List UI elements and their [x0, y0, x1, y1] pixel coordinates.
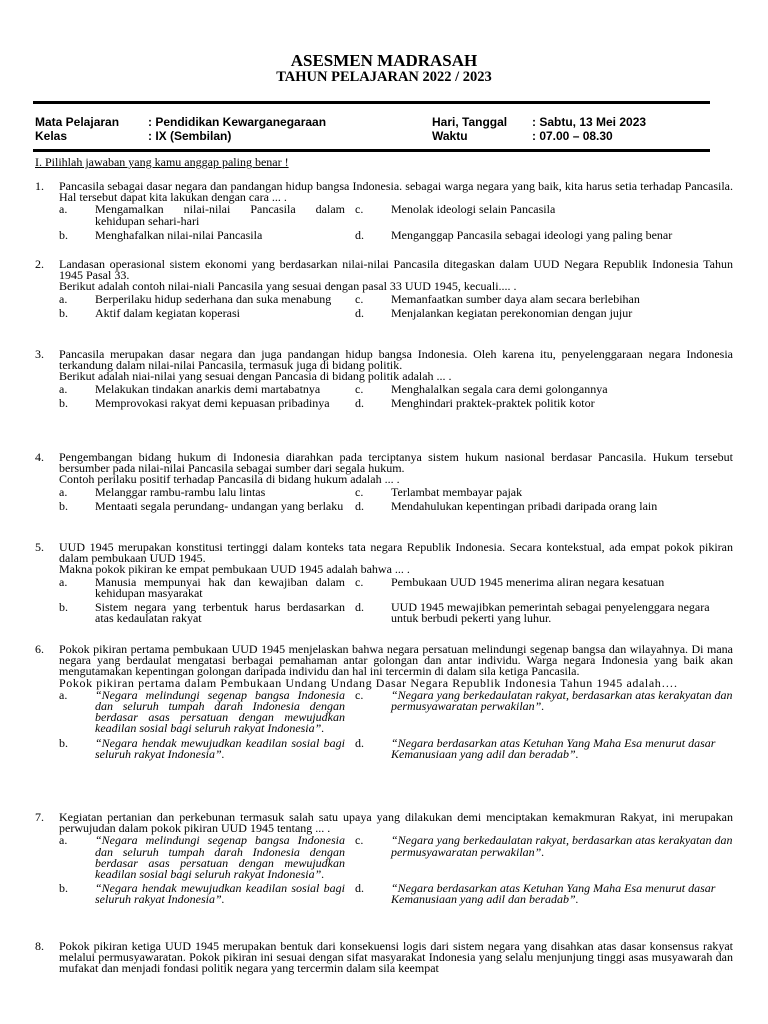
option-b: Mentaati segala perundang- undangan yang berlaku [95, 498, 344, 513]
header-rule-bottom [33, 149, 710, 152]
option-b: “Negara hendak mewujudkan keadilan sosial bagi seluruh rakyat Indonesia”. [95, 881, 345, 907]
option-letter-a: a. [59, 291, 68, 306]
question-number: 3. [35, 347, 44, 361]
question-text: Berikut adalah niai-nilai yang sesuai dengan Pancasia di bidang politik adalah ... . [59, 369, 452, 384]
option-b: Menghafalkan nilai-nilai Pancasila [95, 227, 263, 242]
question-8 [35, 941, 733, 975]
option-a: “Negara melindungi segenap bangsa Indonesia dan seluruh tumpah darah Indonesia dengan berdasar asas persatuan dengan mewujudkan keadilan sosial bagi seluruh rakyat Indonesia”. [95, 687, 345, 736]
option-c: Pembukaan UUD 1945 menerima aliran negara kesatuan [391, 574, 665, 589]
question-number: 2. [35, 257, 44, 271]
subject-value: : Pendidikan Kewarganegaraan [148, 115, 327, 129]
option-a: Manusia mempunyai hak dan kewajiban dalam kehidupan masyarakat [95, 574, 345, 600]
option-letter-b: b. [59, 227, 68, 242]
option-letter-c: c. [355, 484, 364, 499]
option-b: Memprovokasi rakyat demi kepuasan pribadinya [95, 395, 330, 410]
option-a: Melakukan tindakan anarkis demi martabatnya [95, 381, 321, 396]
option-letter-a: a. [59, 202, 68, 217]
question-text: Pengembangan bidang hukum di Indonesia diarahkan pada terciptanya sistem hukum nasional berdasar Pancasila. Hukum tersebut bersumber pada nilai-nilai Pancasila sebagai sumber dari segala hukum. [59, 450, 733, 476]
day-value: : Sabtu, 13 Mei 2023 [532, 115, 647, 129]
option-a: Melanggar rambu-rambu lalu lintas [95, 484, 266, 499]
option-letter-a: a. [59, 574, 68, 589]
option-c: Menolak ideologi selain Pancasila [391, 202, 556, 217]
question-text: UUD 1945 merupakan konstitusi tertinggi dalam konteks tata negara Republik Indonesia. Secara kontekstual, ada empat pokok pikiran dalam pembukaan UUD 1945. [59, 540, 733, 566]
option-d: “Negara berdasarkan atas Ketuhan Yang Maha Esa menurut dasar Kemanusiaan yang adil dan beradab”. [391, 881, 716, 907]
option-c: “Negara yang berkedaulatan rakyat, berdasarkan atas kerakyatan dan permusyawaratan perwakilan”. [391, 687, 733, 714]
option-letter-d: d. [355, 735, 364, 750]
option-d: UUD 1945 mewajibkan pemerintah sebagai penyelenggara negara untuk berbudi pekerti yang luhur. [391, 600, 710, 626]
option-letter-d: d. [355, 227, 364, 242]
question-2 [35, 259, 733, 322]
time-label: Waktu [432, 128, 468, 143]
option-a: Berperilaku hidup sederhana dan suka menabung [95, 291, 332, 306]
question-text: Berikut adalah contoh nilai-niali Pancasila yang sesuai dengan pasal 33 UUD 1945, kecuali.... . [59, 279, 517, 294]
question-text: Landasan operasional sistem ekonomi yang berdasarkan nilai-nilai Pancasila ditegaskan dalam UUD Negara Republik Indonesia Tahun 1945 Pasal 33. [59, 257, 733, 283]
option-letter-c: c. [355, 381, 364, 396]
option-letter-b: b. [59, 735, 68, 750]
option-letter-a: a. [59, 687, 68, 702]
question-text: Pancasila merupakan dasar negara dan juga pandangan hidup bangsa Indonesia. Oleh karena itu, penyelenggaraan negara Indonesia terkandung dalam nilai-nilai Pancasila, termasuk juga di bidang politik. [59, 347, 733, 373]
question-text: Pokok pikiran pertama dalam Pembukaan Undang Undang Dasar Negara Republik Indonesia Tahun 1945 adalah…. [59, 675, 678, 690]
option-letter-c: c. [355, 574, 364, 589]
time-value: : 07.00 – 08.30 [532, 128, 613, 143]
question-number: 6. [35, 642, 44, 656]
option-d: Menghindari praktek-praktek politik kotor [391, 395, 595, 410]
question-6 [35, 644, 733, 763]
option-b: “Negara hendak mewujudkan keadilan sosial bagi seluruh rakyat Indonesia”. [95, 735, 345, 761]
option-c: Menghalalkan segala cara demi golongannya [391, 381, 608, 396]
option-letter-c: c. [355, 202, 364, 217]
question-text: Pokok pikiran pertama pembukaan UUD 1945 menjelaskan bahwa negara persatuan melindungi segenap bangsa dan wilayahnya. Di mana negara yang berdaulat mengatasi berbagai pemahaman antar golongan dan antar individu. Warga negara Indonesia yang baik akan mengutamakan kepentingan golongan daripada individu dan hal ini tercermin di dalam sila ketiga Pancasila. [59, 642, 733, 679]
option-letter-b: b. [59, 305, 68, 320]
question-1 [35, 181, 733, 244]
question-text: Pancasila sebagai dasar negara dan pandangan hidup bangsa Indonesia. sebagai warga negara yang baik, kita harus setia terhadap Pancasila. Hal tersebut dapat kita lakukan dengan cara ... . [59, 179, 733, 205]
instruction: I. Pilihlah jawaban yang kamu anggap paling benar ! [35, 155, 289, 169]
question-number: 5. [35, 540, 44, 554]
option-letter-b: b. [59, 881, 68, 896]
question-number: 8. [35, 939, 44, 953]
question-7 [35, 812, 733, 909]
question-number: 4. [35, 450, 44, 464]
option-d: Menjalankan kegiatan perekonomian dengan jujur [391, 305, 633, 320]
option-letter-a: a. [59, 484, 68, 499]
question-number: 1. [35, 179, 44, 193]
option-letter-d: d. [355, 305, 364, 320]
question-text: Pokok pikiran ketiga UUD 1945 merupakan bentuk dari konsekuensi logis dari sistem negara yang disahkan atas dasar konsensus rakyat melalui permusyawaratan. Pokok pikiran ini sesuai dengan sifat masyarakat Indonesia yang selalu menjunjung tinggi asas musyawarah dan mufakat dan menjadi fondasi politik negara yang tercermin dalam sila keempat [59, 939, 733, 976]
option-letter-d: d. [355, 395, 364, 410]
option-d: Menganggap Pancasila sebagai ideologi yang paling benar [391, 227, 673, 242]
info-values-right [532, 116, 646, 143]
option-letter-d: d. [355, 600, 364, 615]
option-letter-a: a. [59, 381, 68, 396]
option-a: “Negara melindungi segenap bangsa Indonesia dan seluruh tumpah darah Indonesia dengan berdasar asas persatuan dengan mewujudkan keadilan sosial bagi seluruh rakyat Indonesia”. [95, 833, 345, 882]
option-letter-d: d. [355, 881, 364, 896]
option-a: Mengamalkan nilai-nilai Pancasila dalam kehidupan sehari-hari [95, 202, 345, 228]
info-values-left [148, 116, 326, 143]
class-label: Kelas [35, 128, 68, 143]
option-letter-b: b. [59, 395, 68, 410]
question-4 [35, 452, 733, 515]
option-c: “Negara yang berkedaulatan rakyat, berdasarkan atas kerakyatan dan permusyawaratan perwakilan”. [391, 833, 733, 859]
question-text: Kegiatan pertanian dan perkebunan termasuk salah satu upaya yang dilakukan demi menciptakan kemakmuran Rakyat, ini merupakan perwujudan dalam pokok pikiran UUD 1945 tentang ... . [59, 810, 733, 836]
option-letter-c: c. [355, 291, 364, 306]
info-labels-left [35, 116, 119, 143]
question-3 [35, 349, 733, 412]
option-letter-d: d. [355, 498, 364, 513]
day-label: Hari, Tanggal [432, 115, 508, 129]
option-c: Memanfaatkan sumber daya alam secara berlebihan [391, 291, 640, 306]
option-c: Terlambat membayar pajak [391, 484, 523, 499]
question-text: Contoh perilaku positif terhadap Pancasila di bidang hukum adalah ... . [59, 472, 400, 487]
option-letter-b: b. [59, 498, 68, 513]
option-letter-a: a. [59, 833, 68, 848]
class-value: : IX (Sembilan) [148, 128, 232, 143]
option-letter-c: c. [355, 687, 364, 702]
question-number: 7. [35, 810, 44, 824]
option-d: “Negara berdasarkan atas Ketuhan Yang Maha Esa menurut dasar Kemanusiaan yang adil dan beradab”. [391, 735, 716, 761]
option-d: Mendahulukan kepentingan pribadi daripada orang lain [391, 498, 658, 513]
question-text: Makna pokok pikiran ke empat pembukaan UUD 1945 adalah bahwa ... . [59, 562, 410, 577]
header-rule-top [33, 101, 710, 104]
exam-subtitle: TAHUN PELAJARAN 2022 / 2023 [276, 69, 492, 85]
option-letter-c: c. [355, 833, 364, 848]
exam-title: ASESMEN MADRASAH [290, 51, 478, 70]
info-labels-right [432, 116, 507, 143]
question-5 [35, 542, 733, 627]
option-b: Aktif dalam kegiatan koperasi [95, 305, 240, 320]
option-letter-b: b. [59, 600, 68, 615]
option-b: Sistem negara yang terbentuk harus berdasarkan atas kedaulatan rakyat [95, 600, 345, 626]
subject-label: Mata Pelajaran [35, 115, 120, 129]
